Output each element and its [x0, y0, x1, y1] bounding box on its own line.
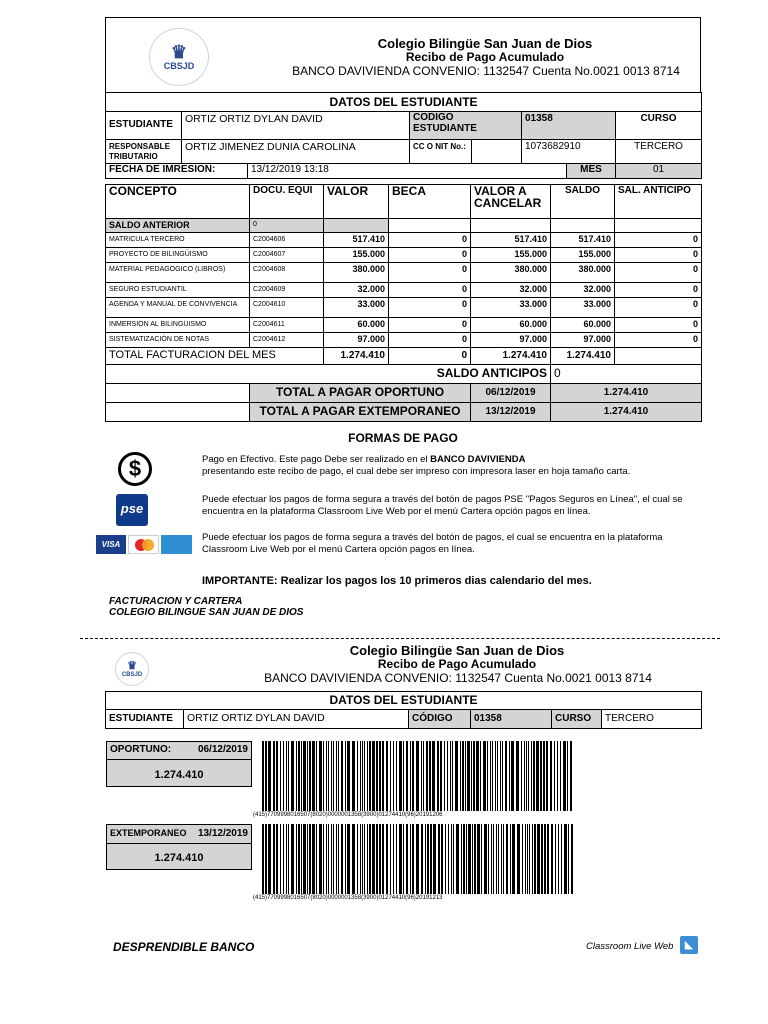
stub-crest-icon: ♛ — [127, 659, 137, 672]
barcode-on-time — [262, 741, 574, 811]
card-text: Puede efectuar los pagos de forma segura a través del botón de pagos, el cual se encuentra en la plataforma Classroom Live Web por el menú Cartera opción pagos en línea. — [202, 532, 663, 555]
cell-saldo: 380.000 — [551, 263, 615, 283]
student-data-table — [105, 92, 702, 179]
previous-balance-value: 0 — [250, 219, 324, 233]
cell-saldo: 60.000 — [551, 318, 615, 333]
cell-anticipo: 0 — [615, 283, 702, 298]
cell-valor: 380.000 — [324, 263, 389, 283]
table-row — [106, 233, 702, 248]
pse-logo-icon: pse — [116, 494, 148, 526]
card-logos — [96, 535, 194, 555]
id-number: 1073682910 — [522, 140, 616, 164]
visa-icon: VISA — [96, 535, 126, 554]
cell-concept: PROYECTO DE BILINGÜISMO — [106, 248, 250, 263]
cell-saldo: 517.410 — [551, 233, 615, 248]
stub-footer-left: DESPRENDIBLE BANCO — [113, 940, 255, 954]
cell-doc: C2004612 — [250, 333, 324, 348]
saldo-anticipos-label: SALDO ANTICIPOS — [106, 365, 551, 384]
stub-on-time-date: 06/12/2019 — [197, 744, 248, 755]
table-row — [106, 318, 702, 333]
print-date: 13/12/2019 13:18 — [248, 164, 567, 179]
cell-anticipo: 0 — [615, 248, 702, 263]
label-print-date: FECHA DE IMRESION: — [106, 164, 248, 179]
cell-saldo: 155.000 — [551, 248, 615, 263]
cell-valor: 97.000 — [324, 333, 389, 348]
amex-icon — [161, 535, 192, 554]
header-valor: VALOR — [324, 185, 389, 219]
cell-saldo: 97.000 — [551, 333, 615, 348]
table-row — [106, 283, 702, 298]
saldo-anticipos-value: 0 — [551, 365, 702, 384]
school-logo: ♛ CBSJD — [149, 28, 209, 86]
department-line1: FACTURACION Y CARTERA — [109, 596, 243, 607]
cell-concept: AGENDA Y MANUAL DE CONVIVENCIA — [106, 298, 250, 318]
pay-on-time-value: 1.274.410 — [551, 384, 702, 403]
cell-beca: 0 — [389, 333, 471, 348]
stub-receipt-title: Recibo de Pago Acumulado — [377, 657, 537, 671]
cell-cancelar: 60.000 — [471, 318, 551, 333]
stub-footer-right: Classroom Live Web ◣ — [586, 936, 698, 956]
cell-beca: 0 — [389, 318, 471, 333]
stub-student-name: ORTIZ ORTIZ DYLAN DAVID — [184, 710, 409, 729]
barcode-late — [262, 824, 574, 894]
cell-concept: INMERSION AL BILINGUISMO — [106, 318, 250, 333]
cell-beca: 0 — [389, 263, 471, 283]
header-valor-cancelar: VALOR A CANCELAR — [471, 185, 551, 219]
section-title: DATOS DEL ESTUDIANTE — [106, 93, 702, 112]
stub-school-logo: ♛ CBSJD — [115, 652, 149, 686]
cell-cancelar: 97.000 — [471, 333, 551, 348]
label-id-number: CC O NIT No.: — [410, 140, 472, 164]
pay-on-time-date: 06/12/2019 — [471, 384, 551, 403]
label-responsible: RESPONSABLE TRIBUTARIO — [106, 140, 182, 164]
stub-student-table — [105, 691, 702, 729]
department-line2: COLEGIO BILINGUE SAN JUAN DE DIOS — [109, 607, 304, 618]
total-cancelar: 1.274.410 — [471, 348, 551, 365]
total-valor: 1.274.410 — [324, 348, 389, 365]
label-month: MES — [567, 164, 616, 179]
cell-saldo: 32.000 — [551, 283, 615, 298]
id-blank-cell — [472, 140, 522, 164]
cell-doc: C2004609 — [250, 283, 324, 298]
cell-doc: C2004608 — [250, 263, 324, 283]
barcode-late-text: (415)7709998016507(8020)0000001358(3900)01274410(96)20191213 — [253, 895, 443, 901]
cell-concept: SISTEMATIZACIÓN DE NOTAS — [106, 333, 250, 348]
crest-icon: ♛ — [170, 42, 188, 62]
stub-on-time-value: 1.274.410 — [154, 769, 204, 781]
pay-on-time-label: TOTAL A PAGAR OPORTUNO — [250, 384, 471, 403]
total-saldo: 1.274.410 — [551, 348, 615, 365]
cell-beca: 0 — [389, 248, 471, 263]
cell-concept: MATERIAL PEDAGOGICO (LIBROS) — [106, 263, 250, 283]
month-value: 01 — [616, 164, 702, 179]
receipt-title: Recibo de Pago Acumulado — [405, 50, 565, 64]
dollar-icon: $ — [118, 452, 152, 486]
stub-course: TERCERO — [602, 710, 702, 729]
stub-label-course: CURSO — [552, 710, 602, 729]
cell-cancelar: 380.000 — [471, 263, 551, 283]
cell-doc: C2004606 — [250, 233, 324, 248]
pay-late-label: TOTAL A PAGAR EXTEMPORANEO — [250, 403, 471, 422]
bank-line: BANCO DAVIVIENDA CONVENIO: 1132547 Cuenta No.0021 0013 8714 — [292, 64, 680, 78]
header-anticipo: SAL. ANTICIPO — [615, 185, 702, 219]
barcode-on-time-text: (415)7709998016507(8020)0000001358(3900)01274410(96)20191206 — [253, 812, 443, 818]
stub-on-time-label: OPORTUNO: — [110, 744, 172, 755]
stub-section-title: DATOS DEL ESTUDIANTE — [106, 692, 702, 710]
table-row — [106, 333, 702, 348]
cell-beca: 0 — [389, 233, 471, 248]
cell-doc: C2004610 — [250, 298, 324, 318]
stub-school-name: Colegio Bilingüe San Juan de Dios — [349, 643, 565, 658]
cell-anticipo: 0 — [615, 298, 702, 318]
cell-doc: C2004611 — [250, 318, 324, 333]
student-code: 01358 — [522, 112, 616, 140]
cell-saldo: 33.000 — [551, 298, 615, 318]
table-row — [106, 263, 702, 283]
cell-cancelar: 517.410 — [471, 233, 551, 248]
cell-valor: 517.410 — [324, 233, 389, 248]
responsible-name: ORTIZ JIMENEZ DUNIA CAROLINA — [182, 140, 410, 164]
cell-anticipo: 0 — [615, 333, 702, 348]
stub-late-value: 1.274.410 — [154, 852, 204, 864]
cell-cancelar: 33.000 — [471, 298, 551, 318]
cell-anticipo: 0 — [615, 263, 702, 283]
cell-cancelar: 32.000 — [471, 283, 551, 298]
previous-balance-label: SALDO ANTERIOR — [106, 219, 250, 233]
stub-code: 01358 — [471, 710, 552, 729]
important-note: IMPORTANTE: Realizar los pagos los 10 primeros dias calendario del mes. — [202, 575, 592, 587]
cell-anticipo: 0 — [615, 318, 702, 333]
header-concepto: CONCEPTO — [106, 185, 250, 219]
classroom-live-web-icon: ◣ — [680, 936, 698, 954]
total-beca: 0 — [389, 348, 471, 365]
table-row — [106, 298, 702, 318]
course-value: TERCERO — [616, 140, 702, 164]
label-course: CURSO — [616, 112, 702, 140]
header-docu: DOCU. EQUI — [250, 185, 324, 219]
stub-bank-line: BANCO DAVIVIENDA CONVENIO: 1132547 Cuenta No.0021 0013 8714 — [264, 671, 652, 685]
label-student: ESTUDIANTE — [106, 112, 182, 140]
student-name: ORTIZ ORTIZ DYLAN DAVID — [182, 112, 410, 140]
stub-late-label: EXTEMPORANEO — [110, 828, 187, 838]
payment-title: FORMAS DE PAGO — [348, 431, 458, 445]
cell-concept: SEGURO ESTUDIANTIL — [106, 283, 250, 298]
pse-text: Puede efectuar los pagos de forma segura a través del botón de pagos PSE "Pagos Seguros en Línea", el cual se encuentra en la plataforma Classroom Live Web por el menú Cartera opción pagos en línea. — [202, 494, 683, 517]
pay-late-value: 1.274.410 — [551, 403, 702, 422]
cell-beca: 0 — [389, 298, 471, 318]
cash-text: Pago en Efectivo. Este pago Debe ser realizado en el BANCO DAVIVIENDA presentando este recibo de pago, el cual debe ser impreso con impresora laser en hoja tamaño carta. — [202, 454, 631, 477]
stub-label-student: ESTUDIANTE — [106, 710, 184, 729]
pay-late-date: 13/12/2019 — [471, 403, 551, 422]
cell-beca: 0 — [389, 283, 471, 298]
school-name: Colegio Bilingüe San Juan de Dios — [377, 36, 593, 51]
cell-cancelar: 155.000 — [471, 248, 551, 263]
cell-valor: 60.000 — [324, 318, 389, 333]
stub-late-box — [106, 824, 252, 870]
cell-anticipo: 0 — [615, 233, 702, 248]
cell-valor: 155.000 — [324, 248, 389, 263]
header-saldo: SALDO — [551, 185, 615, 219]
cell-doc: C2004607 — [250, 248, 324, 263]
stub-on-time-box — [106, 741, 252, 787]
table-row — [106, 248, 702, 263]
mastercard-icon — [128, 535, 159, 554]
header-beca: BECA — [389, 185, 471, 219]
cell-concept: MATRICULA TERCERO — [106, 233, 250, 248]
cell-valor: 33.000 — [324, 298, 389, 318]
stub-label-code: CÓDIGO — [409, 710, 471, 729]
concept-rows — [106, 233, 702, 348]
total-label: TOTAL FACTURACION DEL MES — [106, 348, 324, 365]
concepts-table — [105, 184, 702, 422]
cut-line — [80, 638, 720, 639]
stub-late-date: 13/12/2019 — [197, 828, 248, 839]
label-student-code: CODIGO ESTUDIANTE — [410, 112, 522, 140]
cell-valor: 32.000 — [324, 283, 389, 298]
